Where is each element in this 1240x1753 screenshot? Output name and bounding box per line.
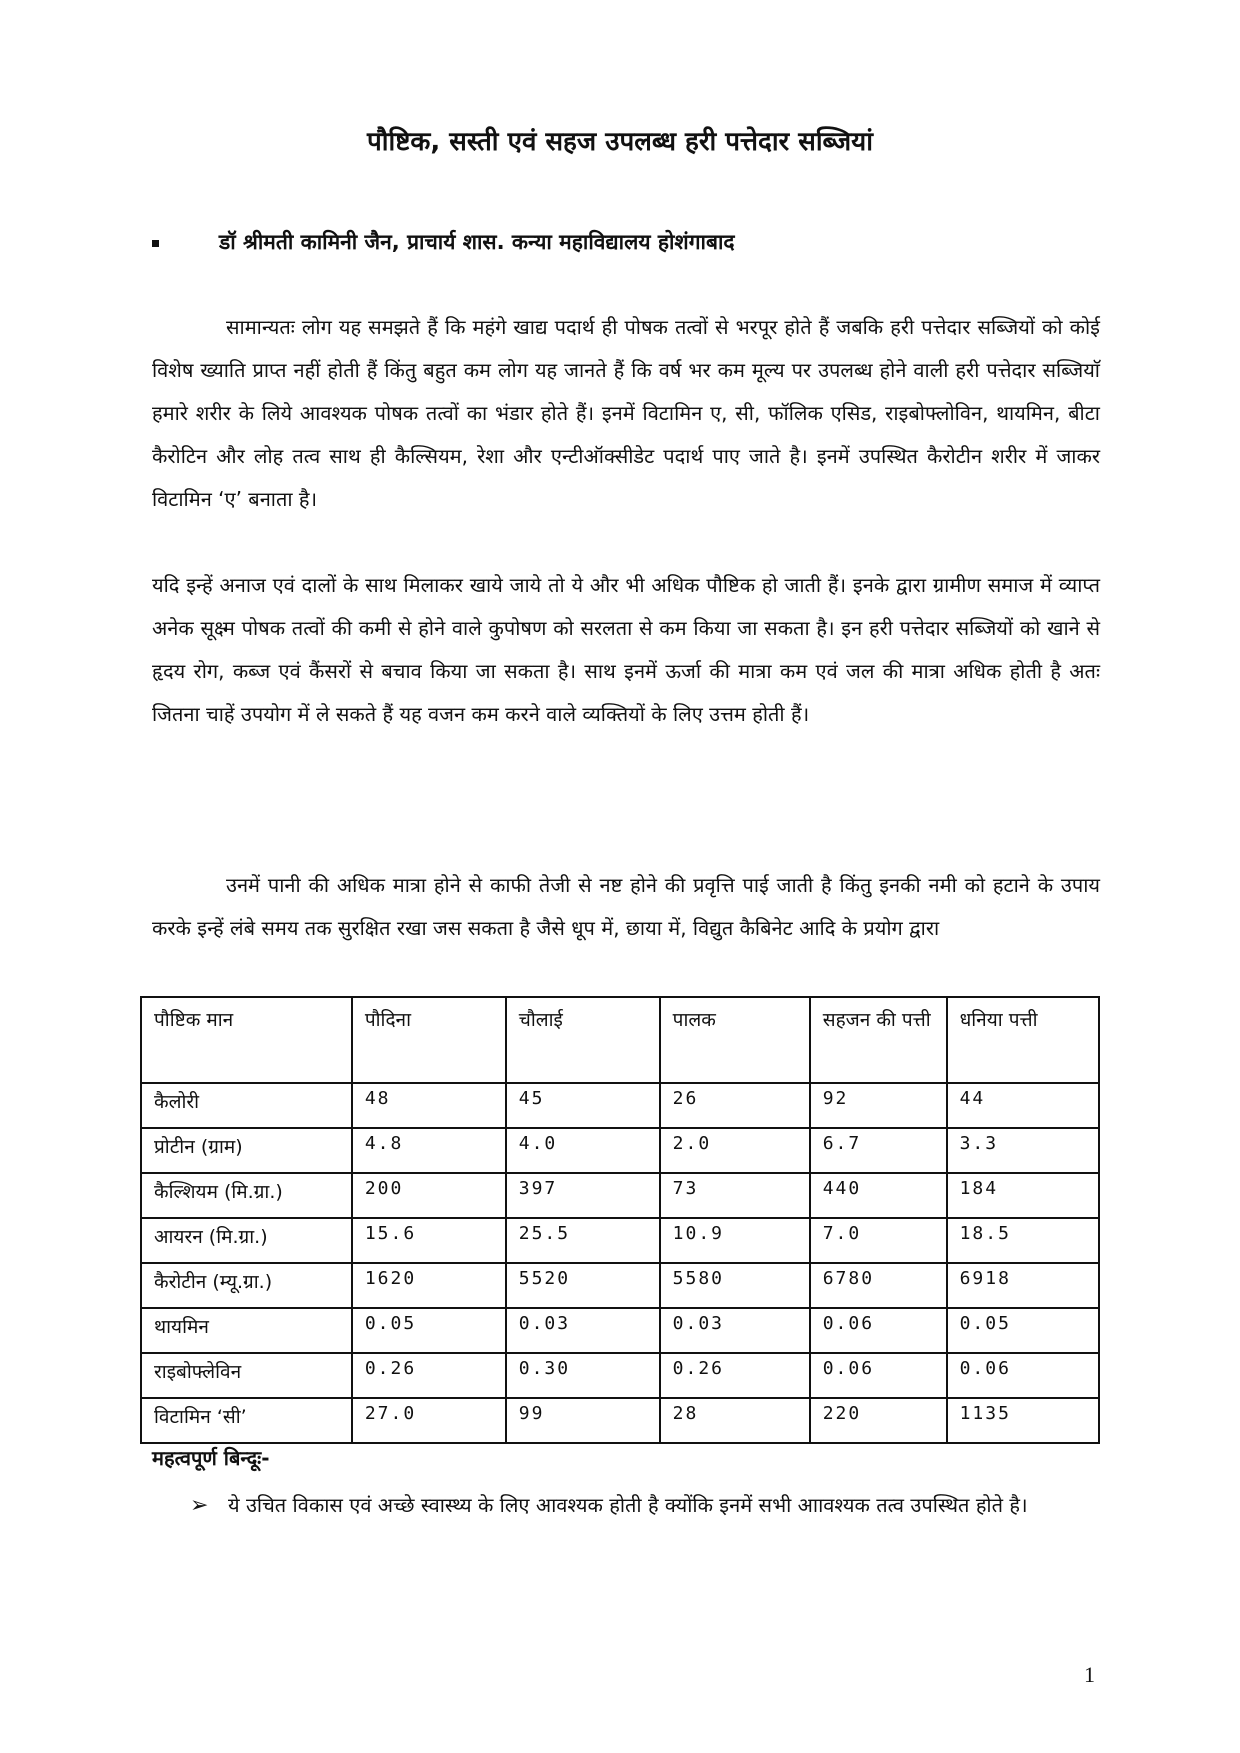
table-cell: 10.9 [660, 1218, 810, 1263]
table-cell-label: आयरन (मि.ग्रा.) [141, 1218, 352, 1263]
table-cell-label: कैल्शियम (मि.ग्रा.) [141, 1173, 352, 1218]
list-item [190, 1484, 1100, 1527]
table-header-cell: सहजन की पत्ती [810, 997, 947, 1083]
table-cell: 28 [660, 1398, 810, 1443]
table-header-cell: चौलाई [506, 997, 660, 1083]
table-header-cell: पौष्टिक मान [141, 997, 352, 1083]
table-cell-label: विटामिन ‘सी’ [141, 1398, 352, 1443]
table-cell: 15.6 [352, 1218, 506, 1263]
table-cell: 73 [660, 1173, 810, 1218]
table-cell: 27.0 [352, 1398, 506, 1443]
table-row [141, 1128, 1099, 1173]
table-cell: 0.06 [810, 1308, 947, 1353]
table-cell: 5520 [506, 1263, 660, 1308]
table-cell: 4.0 [506, 1128, 660, 1173]
table-row [141, 1308, 1099, 1353]
table-row [141, 1353, 1099, 1398]
table-cell: 1135 [947, 1398, 1099, 1443]
nutrition-table [140, 996, 1100, 1444]
table-cell-label: राइबोफ्लेविन [141, 1353, 352, 1398]
table-cell: 5580 [660, 1263, 810, 1308]
table-cell: 0.26 [660, 1353, 810, 1398]
page-number: 1 [1084, 1662, 1095, 1687]
table-cell: 0.03 [506, 1308, 660, 1353]
table-cell: 45 [506, 1083, 660, 1128]
table-cell: 2.0 [660, 1128, 810, 1173]
table-cell: 1620 [352, 1263, 506, 1308]
table-cell: 0.05 [352, 1308, 506, 1353]
table-cell: 3.3 [947, 1128, 1099, 1173]
table-cell: 92 [810, 1083, 947, 1128]
list-item-text: ये उचित विकास एवं अच्छे स्वास्थ्य के लिए आवश्यक होती है क्योंकि इनमें सभी आावश्यक तत्व उपस्थित होते है। [228, 1493, 1028, 1517]
table-cell: 6918 [947, 1263, 1099, 1308]
paragraph-intro [152, 306, 1100, 521]
table-cell: 7.0 [810, 1218, 947, 1263]
table-cell: 44 [947, 1083, 1099, 1128]
table-cell-label: प्रोटीन (ग्राम) [141, 1128, 352, 1173]
table-cell-label: कैलोरी [141, 1083, 352, 1128]
paragraph-benefits [152, 564, 1100, 736]
table-cell: 26 [660, 1083, 810, 1128]
author-line [152, 228, 735, 256]
table-cell: 184 [947, 1173, 1099, 1218]
table-cell: 99 [506, 1398, 660, 1443]
table-cell-label: कैरोटीन (म्यू.ग्रा.) [141, 1263, 352, 1308]
table-cell: 397 [506, 1173, 660, 1218]
page-title: पौष्टिक, सस्ती एवं सहज उपलब्ध हरी पत्तेदार सब्जियां [366, 127, 873, 157]
table-cell: 6780 [810, 1263, 947, 1308]
author-text: डॉ श्रीमती कामिनी जैन, प्राचार्य शास. कन्या महाविद्यालय होशंगाबाद [219, 230, 735, 254]
table-header-cell: पालक [660, 997, 810, 1083]
table-cell: 0.05 [947, 1308, 1099, 1353]
paragraph-text: यदि इन्हें अनाज एवं दालों के साथ मिलाकर खाये जाये तो ये और भी अधिक पौष्टिक हो जाती हैं। इनके द्वारा ग्रामीण समाज में व्याप्त अनेक सूक्ष्म पोषक तत्वों की कमी से होने वाले कुपोषण को सरलता से कम किया जा सकता है। इन हरी पत्तेदार सब्जियों को खाने से हृदय रोग, कब्ज एवं कैंसरों से बचाव किया जा सकता है। साथ इनमें ऊर्जा की मात्रा कम एवं जल की मात्रा अधिक होती है अतः जितना चाहें उपयोग में ले सकते हैं यह वजन कम करने वाले व्यक्तियों के लिए उत्तम होती हैं। [152, 573, 1100, 726]
table-cell: 0.30 [506, 1353, 660, 1398]
table-cell: 6.7 [810, 1128, 947, 1173]
table-cell: 440 [810, 1173, 947, 1218]
table-cell: 4.8 [352, 1128, 506, 1173]
paragraph-text: उनमें पानी की अधिक मात्रा होने से काफी तेजी से नष्ट होने की प्रवृत्ति पाई जाती है किंतु इनकी नमी को हटाने के उपाय करके इन्हें लंबे समय तक सुरक्षित रखा जस सकता है जैसे धूप में, छाया में, विद्युत कैबिनेट आदि के प्रयोग द्वारा [152, 873, 1100, 940]
table-row [141, 1218, 1099, 1263]
table-cell: 0.26 [352, 1353, 506, 1398]
table-cell: 25.5 [506, 1218, 660, 1263]
square-bullet-icon [152, 240, 159, 247]
table-cell: 0.03 [660, 1308, 810, 1353]
table-cell: 48 [352, 1083, 506, 1128]
table-cell: 200 [352, 1173, 506, 1218]
table-row [141, 1398, 1099, 1443]
table-row [141, 1083, 1099, 1128]
table-cell: 220 [810, 1398, 947, 1443]
important-points-heading: महत्वपूर्ण बिन्दूः- [152, 1446, 270, 1470]
paragraph-text: सामान्यतः लोग यह समझते हैं कि महंगे खाद्य पदार्थ ही पोषक तत्वों से भरपूर होते हैं जबकि हरी पत्तेदार सब्जियों को कोई विशेष ख्याति प्राप्त नहीं होती हैं किंतु बहुत कम लोग यह जानते हैं कि वर्ष भर कम मूल्य पर उपलब्ध होने वाली हरी पत्तेदार सब्जियाॅ हमारे शरीर के लिये आवश्यक पोषक तत्वों का भंडार होते हैं। इनमें विटामिन ए, सी, फॉलिक एसिड, राइबोफ्लोविन, थायमिन, बीटा कैरोटिन और लोह तत्व साथ ही कैल्सियम, रेशा और एन्टीऑक्सीडेट पदार्थ पाए जाते है। इनमें उपस्थित कैरोटीन शरीर में जाकर विटामिन ‘ए’ बनाता है। [152, 315, 1100, 511]
table-header-cell: पौदिना [352, 997, 506, 1083]
table-row [141, 1173, 1099, 1218]
table-cell-label: थायमिन [141, 1308, 352, 1353]
table-cell: 0.06 [947, 1353, 1099, 1398]
table-row [141, 1263, 1099, 1308]
table-header-row [141, 997, 1099, 1083]
table-cell: 0.06 [810, 1353, 947, 1398]
arrow-bullet-icon: ➢ [190, 1493, 209, 1518]
table-cell: 18.5 [947, 1218, 1099, 1263]
paragraph-preservation [152, 864, 1100, 950]
table-header-cell: धनिया पत्ती [947, 997, 1099, 1083]
